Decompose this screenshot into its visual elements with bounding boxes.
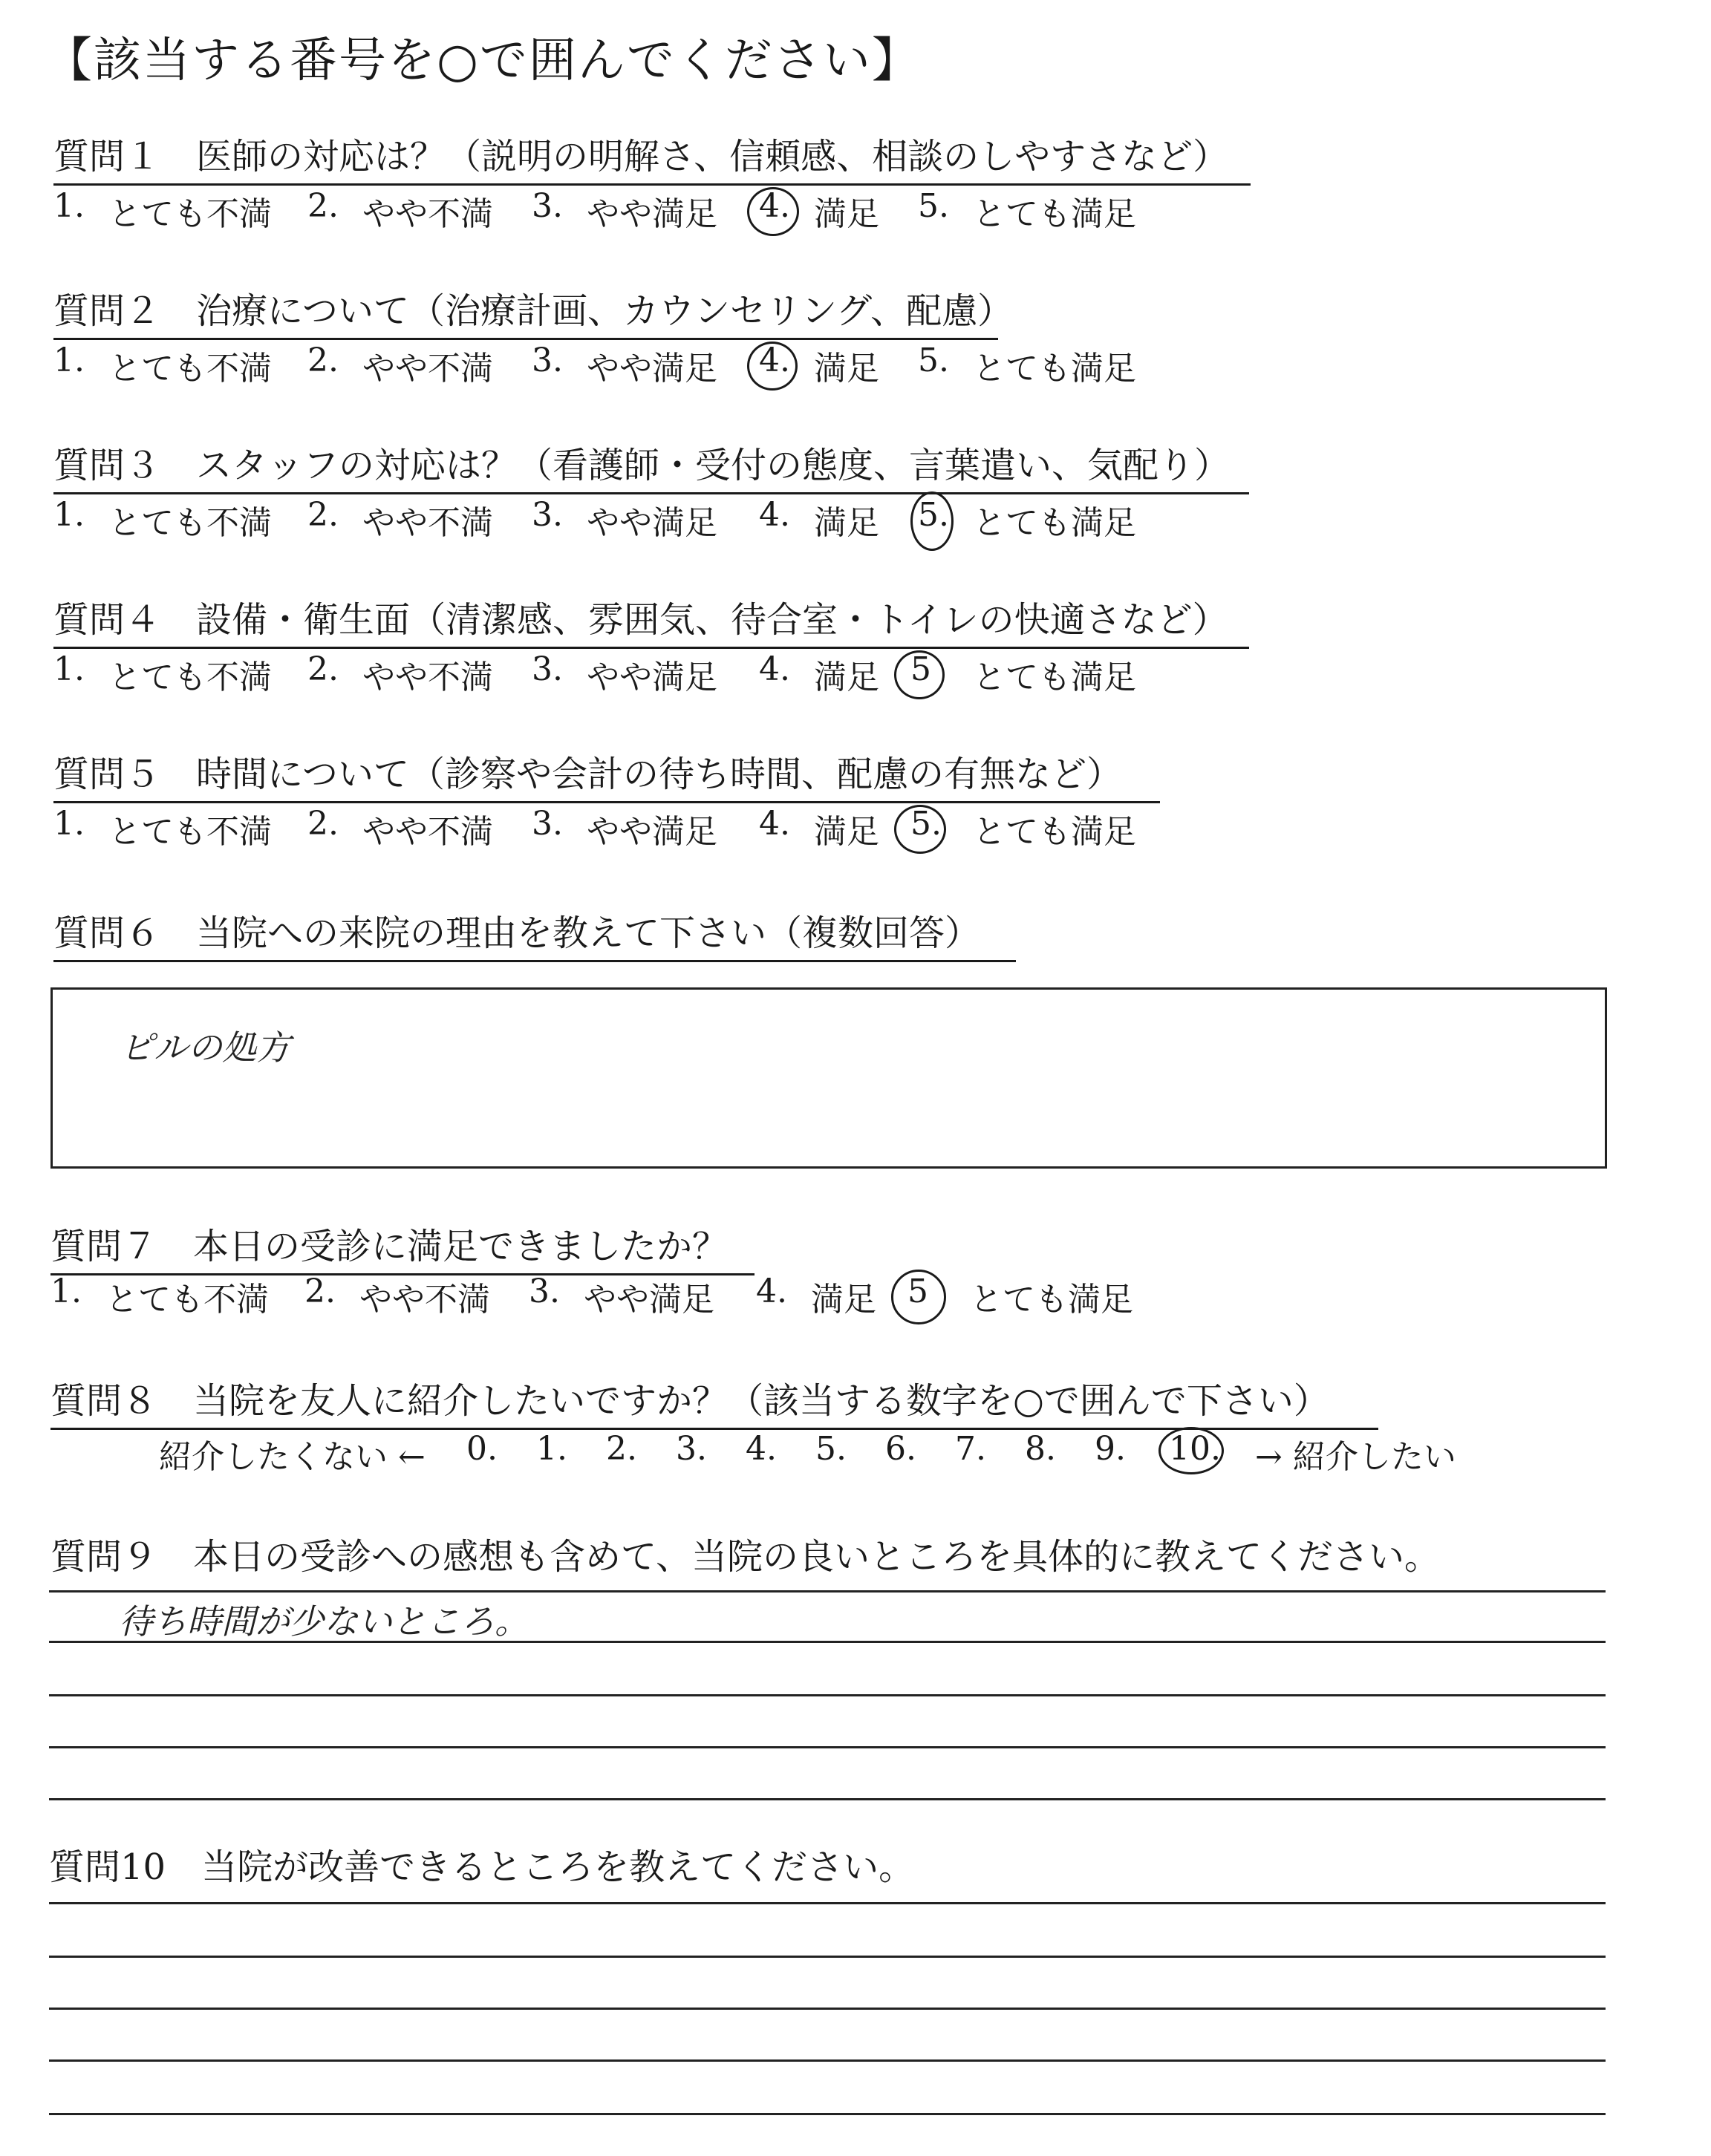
answer-line [49,1694,1606,1696]
scale-right-label: → 紹介したい [1255,1438,1456,1476]
answer-line [49,2059,1606,2062]
scale-value: 4. [746,1430,777,1468]
option-number: 3. [532,187,563,225]
option-number: 5. [918,342,949,379]
form-title: 【該当する番号を○で囲んでください】 [45,33,921,88]
option-number: 1. [53,187,85,225]
option-label: とても不満 [108,195,272,233]
option-label: とても満足 [970,1281,1133,1319]
option-number: 2. [307,187,339,225]
selected-circle-mark[interactable] [894,805,946,854]
option-label: 満足 [814,659,879,696]
selected-circle-mark[interactable] [891,1270,946,1324]
option-label: やや満足 [587,504,717,542]
option-label: やや満足 [587,659,717,696]
scale-value: 1. [536,1430,567,1468]
answer-line [49,1956,1606,1958]
question-10-heading: 質問10 当院が改善できるところを教えてください。 [49,1846,915,1888]
option-label: とても不満 [108,659,272,696]
option-number: 4. [759,187,790,225]
q6-handwritten-answer: ピルの処方 [120,1028,290,1068]
scale-value: 9. [1095,1430,1126,1468]
q6-answer-box[interactable] [50,987,1607,1169]
option-number: 2. [304,1273,336,1310]
option-number: 1. [53,650,85,688]
scale-left-label: 紹介したくない ← [159,1438,426,1476]
option-number: 4. [759,342,790,379]
option-number: 4. [756,1273,787,1310]
selected-circle-mark[interactable] [747,187,799,236]
option-label: とても不満 [105,1281,269,1319]
scale-value: 2. [606,1430,637,1468]
option-label: やや不満 [362,504,493,542]
option-label: やや満足 [587,813,717,851]
answer-line [49,2113,1606,2115]
scale-value: 10. [1169,1430,1221,1468]
answer-line [49,1590,1606,1592]
option-label: やや不満 [362,195,493,233]
option-label: やや満足 [584,1281,714,1319]
answer-line [49,1746,1606,1748]
option-label: とても満足 [973,504,1136,542]
option-number: 3. [532,650,563,688]
selected-circle-mark[interactable] [747,342,798,391]
option-label: とても満足 [973,659,1136,696]
option-number: 2. [307,496,339,534]
option-number: 3. [532,805,563,843]
option-label: やや満足 [587,195,717,233]
option-label: とても不満 [108,350,272,388]
option-number: 1. [53,805,85,843]
selected-circle-mark[interactable] [894,650,945,699]
answer-line [49,2008,1606,2010]
option-number: 2. [307,805,339,843]
scale-value: 0. [466,1430,498,1468]
option-label: やや満足 [587,350,717,388]
option-label: 満足 [811,1281,876,1319]
option-number: 2. [307,650,339,688]
question-5-heading: 質問５ 時間について（診察や会計の待ち時間、配慮の有無など） [53,745,1160,803]
option-number: 4. [759,805,790,843]
question-8-heading: 質問８ 当院を友人に紹介したいですか？（該当する数字を○で囲んで下さい） [50,1372,1378,1430]
option-number: 5 [907,1273,928,1310]
question-1-heading: 質問１ 医師の対応は？（説明の明解さ、信頼感、相談のしやすさなど） [53,128,1251,186]
option-number: 5 [910,650,931,688]
option-label: とても不満 [108,504,272,542]
option-label: 満足 [814,195,879,233]
option-number: 5. [918,187,949,225]
option-number: 2. [307,342,339,379]
option-label: やや不満 [362,813,493,851]
option-label: やや不満 [362,350,493,388]
option-label: 満足 [814,350,879,388]
option-label: 満足 [814,504,879,542]
option-label: やや不満 [359,1281,490,1319]
option-label: 満足 [814,813,879,851]
question-2-heading: 質問２ 治療について（治療計画、カウンセリング、配慮） [53,282,998,340]
option-label: とても満足 [973,813,1136,851]
answer-line [49,1902,1606,1904]
option-label: とても満足 [973,195,1136,233]
option-number: 4. [759,496,790,534]
question-4-heading: 質問４ 設備・衛生面（清潔感、雰囲気、待合室・トイレの快適さなど） [53,591,1249,649]
answer-line [49,1641,1606,1643]
option-number: 5. [918,496,949,534]
option-label: やや不満 [362,659,493,696]
option-label: とても満足 [973,350,1136,388]
selected-circle-mark[interactable] [910,491,954,551]
scale-value: 5. [815,1430,847,1468]
option-number: 1. [53,496,85,534]
option-number: 1. [53,342,85,379]
option-number: 4. [759,650,790,688]
question-6-heading: 質問６ 当院への来院の理由を教えて下さい（複数回答） [53,904,1016,962]
scale-value: 6. [885,1430,916,1468]
option-number: 3. [532,496,563,534]
option-number: 5. [910,805,942,843]
scale-value: 8. [1025,1430,1056,1468]
question-7-heading: 質問７ 本日の受診に満足できましたか？ [50,1218,755,1275]
selected-circle-mark[interactable] [1158,1427,1224,1474]
scale-value: 3. [676,1430,707,1468]
question-9-heading: 質問９ 本日の受診への感想も含めて、当院の良いところを具体的に教えてください。 [50,1536,1441,1578]
option-number: 1. [50,1273,82,1310]
option-label: とても不満 [108,813,272,851]
answer-line [49,1798,1606,1800]
option-number: 3. [529,1273,560,1310]
question-3-heading: 質問３ スタッフの対応は？（看護師・受付の態度、言葉遣い、気配り） [53,437,1249,494]
option-number: 3. [532,342,563,379]
q9-handwritten-answer: 待ち時間が少ないところ。 [119,1601,529,1642]
scale-value: 7. [955,1430,986,1468]
